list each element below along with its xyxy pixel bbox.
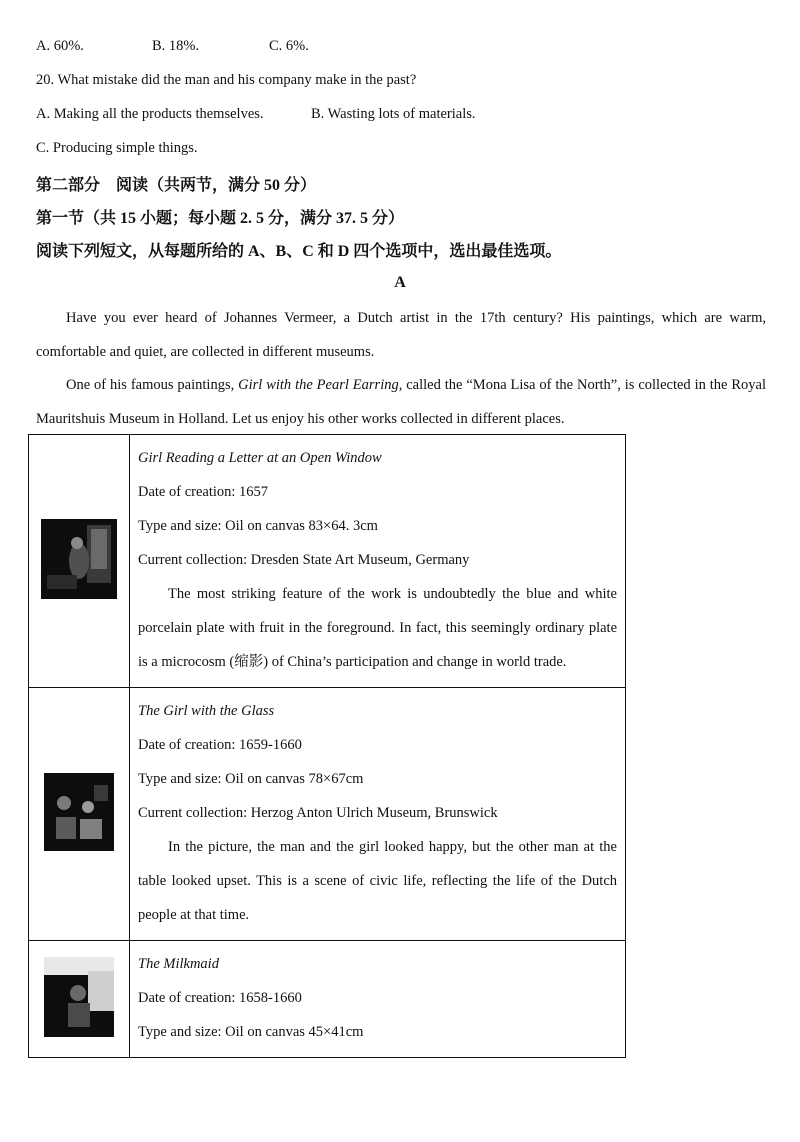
passage-paragraph-2	[36, 368, 766, 436]
paragraph-2-title: Girl with the Pearl Earring	[238, 377, 399, 393]
q20-option-a: A. Making all the products themselves.	[36, 106, 264, 122]
work-details-1	[130, 435, 626, 688]
work-title: The Girl with the Glass	[138, 703, 275, 719]
work-type-size: Type and size: Oil on canvas 78×67cm	[138, 771, 364, 787]
painting-thumbnail-1	[41, 519, 117, 599]
q20-option-c: C. Producing simple things.	[36, 140, 198, 156]
work-details-2	[130, 688, 626, 941]
q20-question: 20. What mistake did the man and his company make in the past?	[36, 72, 417, 88]
work-title: The Milkmaid	[138, 956, 219, 972]
thumbnail-cell	[29, 435, 130, 688]
q19-option-a: A. 60%.	[36, 38, 84, 54]
passage-letter: A	[394, 274, 406, 291]
work-date: Date of creation: 1659-1660	[138, 737, 302, 753]
work-collection: Current collection: Herzog Anton Ulrich Museum, Brunswick	[138, 805, 498, 821]
q19-option-c: C. 6%.	[269, 38, 309, 54]
q19-option-b: B. 18%.	[152, 38, 200, 54]
painting-thumbnail-2	[44, 773, 114, 851]
table-row	[29, 435, 626, 688]
work-collection: Current collection: Dresden State Art Museum, Germany	[138, 552, 470, 568]
work-date: Date of creation: 1658-1660	[138, 990, 302, 1006]
work-type-size: Type and size: Oil on canvas 83×64. 3cm	[138, 518, 378, 534]
work-date: Date of creation: 1657	[138, 484, 269, 500]
thumbnail-cell	[29, 688, 130, 941]
paragraph-2-post: , called the “Mona Lisa of the North”, is collected in the Royal Mauritshuis Museum in Holland. Let us enjoy his other works collected in different places.	[36, 377, 766, 427]
work-details-3	[130, 941, 626, 1058]
work-description: The most striking feature of the work is undoubtedly the blue and white porcelain plate with fruit in the foreground. In fact, this seemingly ordinary plate is a microcosm (缩影) of China’s participation and change in world trade.	[138, 586, 617, 670]
section-heading: 第二部分 阅读（共两节，满分 50 分）	[36, 177, 317, 194]
painting-thumbnail-3	[44, 957, 114, 1037]
work-type-size: Type and size: Oil on canvas 45×41cm	[138, 1024, 364, 1040]
section-part-heading: 第一节（共 15 小题；每小题 2. 5 分，满分 37. 5 分）	[36, 210, 405, 227]
work-title: Girl Reading a Letter at an Open Window	[138, 450, 382, 466]
table-row	[29, 688, 626, 941]
table-row	[29, 941, 626, 1058]
works-table	[28, 434, 626, 1058]
paragraph-2-pre: One of his famous paintings,	[66, 377, 239, 393]
work-description: In the picture, the man and the girl looked happy, but the other man at the table looked upset. This is a scene of civic life, reflecting the life of the Dutch people at that time.	[138, 839, 617, 923]
q20-option-b: B. Wasting lots of materials.	[311, 106, 476, 122]
thumbnail-cell	[29, 941, 130, 1058]
section-instruction: 阅读下列短文，从每题所给的 A、B、C 和 D 四个选项中，选出最佳选项。	[36, 243, 562, 260]
passage-paragraph-1: Have you ever heard of Johannes Vermeer, a Dutch artist in the 17th century? His paintings, which are warm, comfortable and quiet, are collected in different museums.	[36, 310, 766, 360]
